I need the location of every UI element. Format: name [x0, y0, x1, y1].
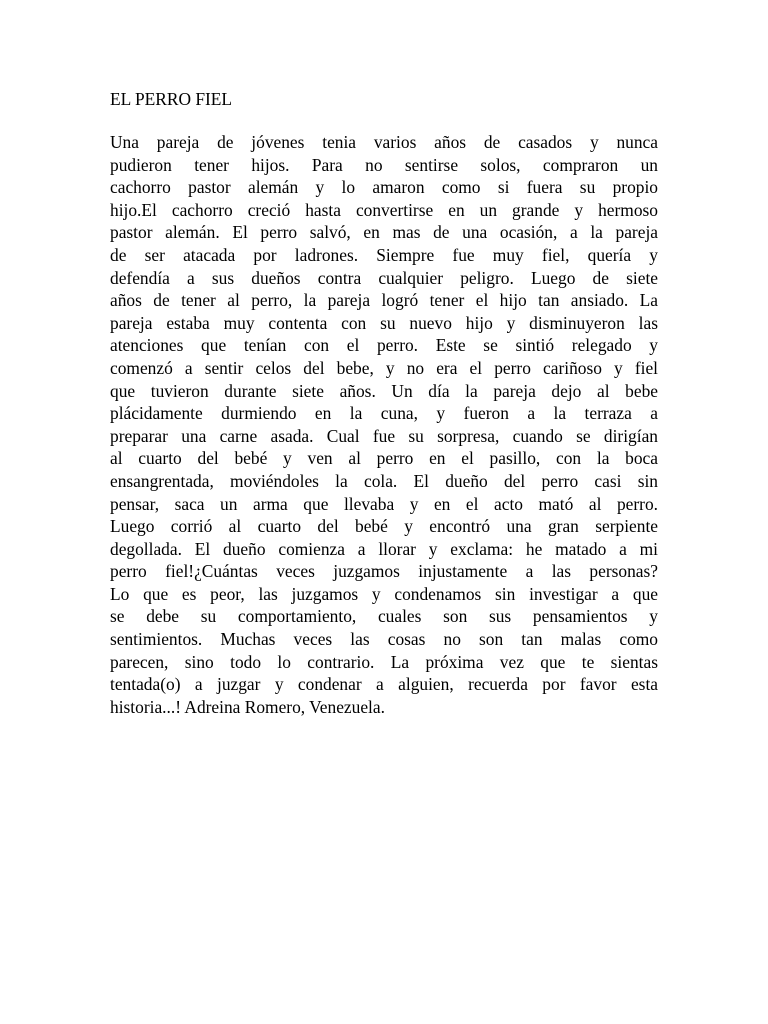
- body-line: atenciones que tenían con el perro. Este se sintió relegado y: [110, 335, 658, 356]
- body-line: de ser atacada por ladrones. Siempre fue muy fiel, quería y: [110, 244, 658, 265]
- body-line: tentada(o) a juzgar y condenar a alguien, recuerda por favor esta: [110, 674, 658, 695]
- body-line: cachorro pastor alemán y lo amaron como si fuera su propio: [110, 177, 658, 198]
- story-body: [110, 131, 658, 718]
- body-line: años de tener al perro, la pareja logró tener el hijo tan ansiado. La: [110, 290, 658, 311]
- body-line: Lo que es peor, las juzgamos y condenamos sin investigar a que: [110, 583, 658, 604]
- body-line: parecen, sino todo lo contrario. La próxima vez que te sientas: [110, 651, 658, 672]
- body-line: degollada. El dueño comienza a llorar y exclama: he matado a mi: [110, 538, 658, 559]
- document-title: EL PERRO FIEL: [110, 89, 233, 109]
- body-line: Luego corrió al cuarto del bebé y encontró una gran serpiente: [110, 516, 658, 537]
- body-line: pudieron tener hijos. Para no sentirse solos, compraron un: [110, 154, 658, 175]
- body-line: que tuvieron durante siete años. Un día la pareja dejo al bebe: [110, 380, 658, 401]
- body-line: preparar una carne asada. Cual fue su sorpresa, cuando se dirigían: [110, 425, 658, 446]
- body-line: pastor alemán. El perro salvó, en mas de una ocasión, a la pareja: [110, 222, 658, 243]
- body-line: historia...! Adreina Romero, Venezuela.: [110, 696, 385, 717]
- body-line: plácidamente durmiendo en la cuna, y fueron a la terraza a: [110, 403, 658, 424]
- body-line: hijo.El cachorro creció hasta convertirse en un grande y hermoso: [110, 199, 658, 220]
- body-line: defendía a sus dueños contra cualquier peligro. Luego de siete: [110, 267, 658, 288]
- body-line: perro fiel!¿Cuántas veces juzgamos injustamente a las personas?: [110, 561, 658, 582]
- body-line: pareja estaba muy contenta con su nuevo hijo y disminuyeron las: [110, 312, 658, 333]
- body-line: al cuarto del bebé y ven al perro en el pasillo, con la boca: [110, 448, 658, 469]
- body-line: Una pareja de jóvenes tenia varios años de casados y nunca: [110, 132, 658, 152]
- body-line: se debe su comportamiento, cuales son sus pensamientos y: [110, 606, 658, 627]
- body-line: sentimientos. Muchas veces las cosas no son tan malas como: [110, 629, 658, 650]
- body-line: pensar, saca un arma que llevaba y en el acto mató al perro.: [110, 493, 658, 514]
- body-line: comenzó a sentir celos del bebe, y no era el perro cariñoso y fiel: [110, 357, 658, 378]
- body-line: ensangrentada, moviéndoles la cola. El dueño del perro casi sin: [110, 470, 658, 491]
